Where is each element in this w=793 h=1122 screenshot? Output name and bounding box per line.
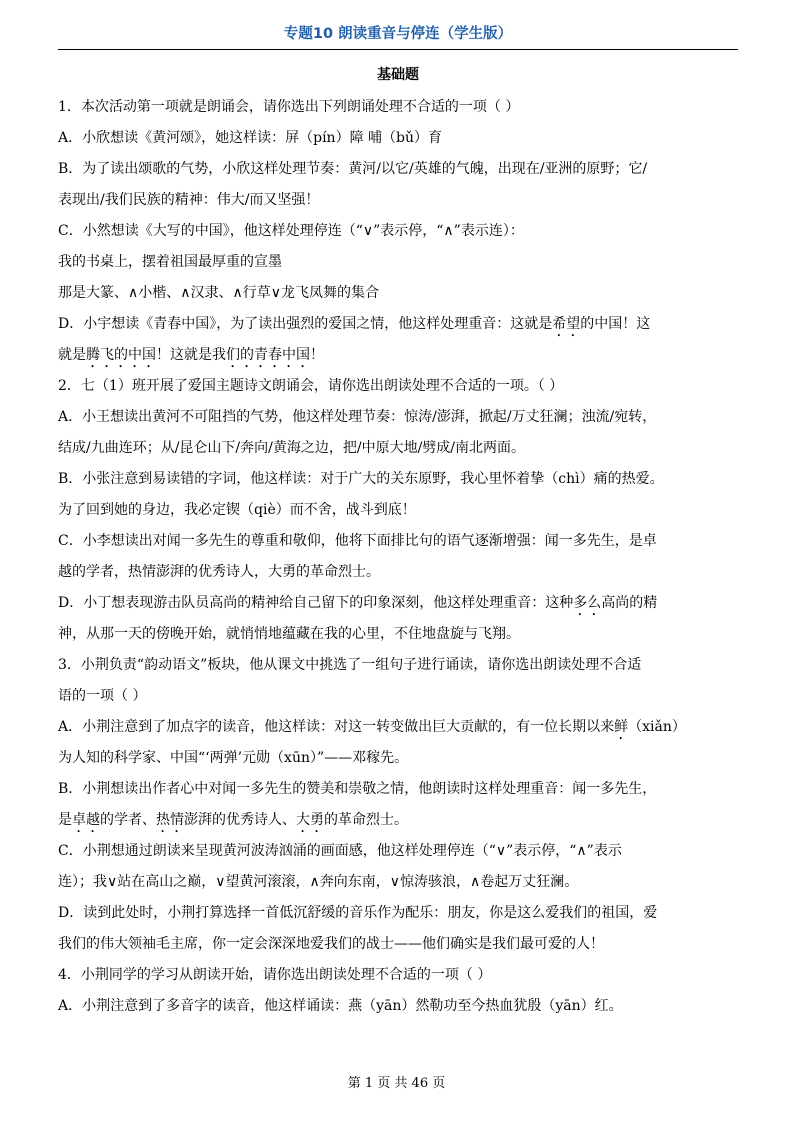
text-line: 结成/九曲连环；从/昆仑山下/奔向/黄海之边，把/中原大地/劈成/南北两面。 — [58, 440, 526, 456]
emphasis-char: 中 — [128, 347, 142, 363]
emphasis-char: 热 — [156, 812, 170, 828]
text-line: A．小荆注意到了多音字的读音，他这样诵读：燕（yān）然勒功至今热血犹殷（yān）红。 — [58, 998, 623, 1014]
section-title: 基础题 — [377, 67, 419, 83]
emphasis-char: 的 — [240, 347, 254, 363]
emphasis-char: 中 — [282, 347, 296, 363]
header-rule — [58, 49, 738, 50]
emphasis-char: 春 — [268, 347, 282, 363]
text-line: A．小荆注意到了加点字的读音，他这样读：对这一转变做出巨大贡献的，有一位长期以来鲜（xiǎn） — [58, 719, 686, 735]
emphasis-char: 望 — [566, 316, 581, 332]
emphasis-char: 腾 — [86, 347, 100, 363]
text-line: 表现出/我们民族的精神：伟大/而又坚强！ — [58, 192, 320, 208]
emphasis-char: 飞 — [100, 347, 114, 363]
emphasis-char: 国 — [296, 347, 310, 363]
emphasis-char: 越 — [86, 812, 100, 828]
emphasis-char: 大 — [296, 812, 310, 828]
text-line: 那是大篆、∧小楷、∧汉隶、∧行草∨龙飞凤舞的集合 — [58, 285, 379, 301]
text-line: C．小李想读出对闻一多先生的尊重和敬仰，他将下面排比句的语气逐渐增强：闻一多先生，是卓 — [58, 533, 657, 549]
text-line: D．读到此处时，小荆打算选择一首低沉舒缓的音乐作为配乐：朋友，你是这么爱我们的祖国，爱 — [58, 905, 658, 921]
text-line: A．小欣想读《黄河颂》，她这样读：屏（pín）障 哺（bǔ）育 — [58, 130, 442, 146]
text-line: 越的学者，热情澎湃的优秀诗人，大勇的革命烈士。 — [58, 564, 380, 580]
text-line: 就是腾飞的中国！这就是我们的青春中国！ — [58, 347, 324, 363]
emphasis-char: 么 — [587, 595, 602, 611]
emphasis-char: 情 — [170, 812, 184, 828]
text-line: 是卓越的学者、热情澎湃的优秀诗人、大勇的革命烈士。 — [58, 812, 408, 828]
text-line: C．小荆想通过朗读来呈现黄河波涛汹涌的画面感，他这样处理停连（“∨”表示停，“∧”表示 — [58, 843, 622, 859]
emphasis-char: 多 — [573, 595, 588, 611]
text-line: C．小然想读《大写的中国》，他这样处理停连（“∨”表示停，“∧”表示连）： — [58, 223, 524, 239]
text-line: 语的一项（ ） — [58, 688, 147, 704]
text-line: B．小荆想读出作者心中对闻一多先生的赞美和崇敬之情，他朗读时这样处理重音：闻一多先生， — [58, 781, 657, 797]
text-line: B．小张注意到易读错的字词，他这样读：对于广大的关东原野，我心里怀着挚（chì）痛的热爱。 — [58, 471, 664, 487]
emphasis-char: 们 — [226, 347, 240, 363]
text-line: 2．七（1）班开展了爱国主题诗文朗诵会，请你选出朗读处理不合适的一项。（ ） — [58, 378, 564, 394]
emphasis-char: 的 — [114, 347, 128, 363]
text-line: B．为了读出颂歌的气势，小欣这样处理节奏：黄河/以它/英雄的气魄，出现在/亚洲的原野；它/ — [58, 161, 648, 177]
page-footer: 第 1 页 共 46 页 — [347, 1076, 446, 1091]
question-content — [58, 92, 740, 1022]
text-line: 3．小荆负责“韵动语文”板块，他从课文中挑选了一组句子进行诵读，请你选出朗读处理不合适 — [58, 657, 642, 673]
text-line: D．小宇想读《青春中国》，为了读出强烈的爱国之情，他这样处理重音：这就是希望的中国！这 — [58, 316, 651, 332]
emphasis-char: 勇 — [310, 812, 324, 828]
text-line: 为人知的科学家、中国“‘两弹’元勋（xūn）”——邓稼先。 — [58, 750, 409, 766]
text-line: 4．小荆同学的学习从朗读开始，请你选出朗读处理不合适的一项（ ） — [58, 967, 492, 983]
text-line: 为了回到她的身边，我必定锲（qiè）而不舍，战斗到底！ — [58, 502, 416, 518]
text-line: A．小王想读出黄河不可阻挡的气势，他这样处理节奏：惊涛/澎湃，掀起/万丈狂澜；浊流/宛转， — [58, 409, 657, 425]
text-line: 我的书桌上，摆着祖国最厚重的宣墨 — [58, 254, 282, 270]
emphasis-char: 鲜 — [614, 719, 629, 735]
text-line: 连）；我∨站在高山之巅，∨望黄河滚滚，∧奔向东南，∨惊涛骇浪，∧卷起万丈狂澜。 — [58, 874, 579, 890]
emphasis-char: 卓 — [72, 812, 86, 828]
emphasis-char: 国 — [142, 347, 156, 363]
emphasis-char: 希 — [552, 316, 567, 332]
text-line: 1．本次活动第一项就是朗诵会，请你选出下列朗诵处理不合适的一项（ ） — [58, 99, 520, 115]
text-line: 神，从那一天的傍晚开始，就悄悄地蕴藏在我的心里，不住地盘旋与飞翔。 — [58, 626, 520, 642]
text-line: 我们的伟大领袖毛主席，你一定会深深地爱我们的战士——他们确实是我们最可爱的人！ — [58, 936, 604, 952]
emphasis-char: 青 — [254, 347, 268, 363]
text-line: D．小丁想表现游击队员高尚的精神给自己留下的印象深刻，他这样处理重音：这种多么高尚的精 — [58, 595, 658, 611]
document-header: 专题10 朗读重音与停连（学生版） — [283, 26, 513, 42]
